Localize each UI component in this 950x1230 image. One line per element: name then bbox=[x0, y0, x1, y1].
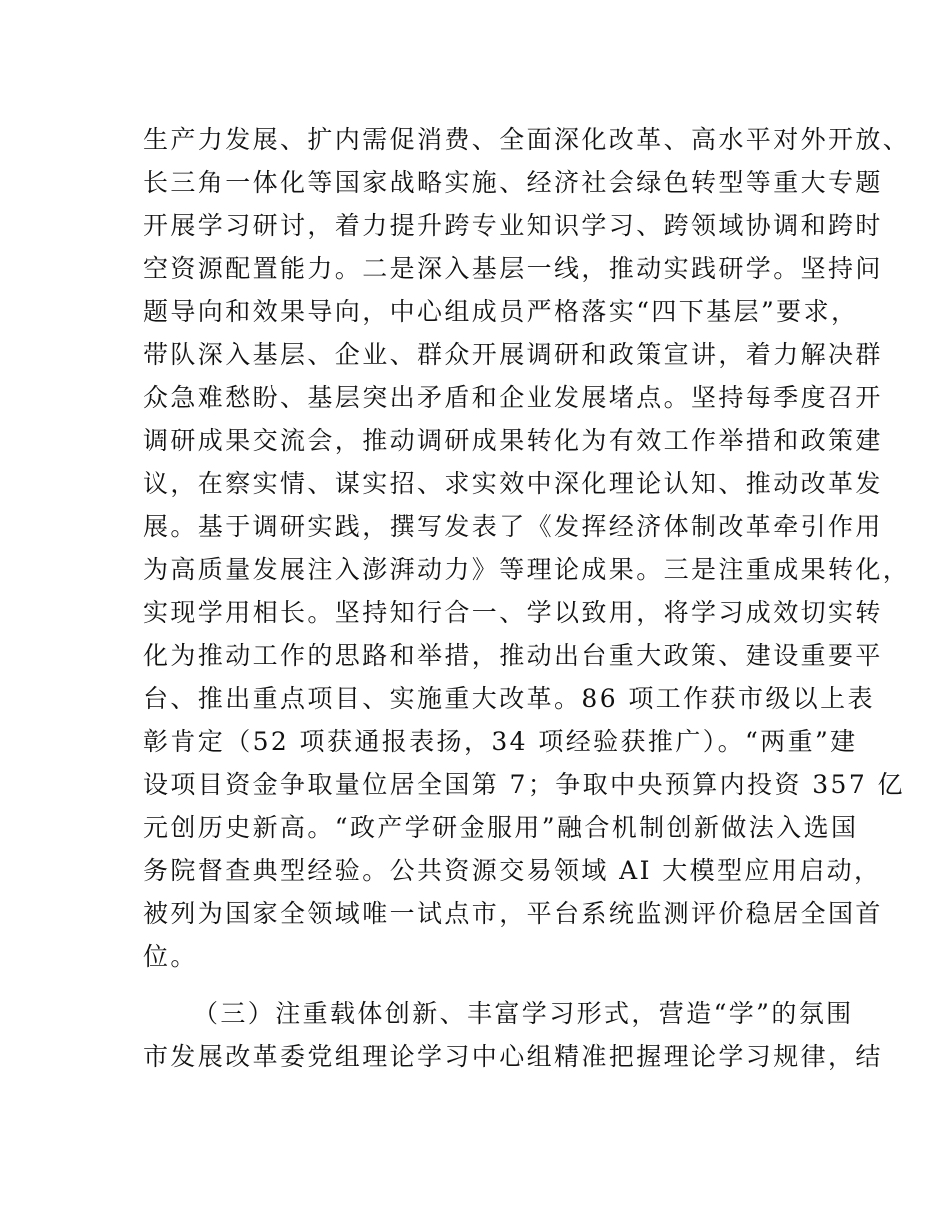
text-line: 被列为国家全领域唯一试点市，平台系统监测评价稳居全国首 bbox=[143, 899, 883, 928]
text-line: 带队深入基层、企业、群众开展调研和政策宣讲，着力解决群 bbox=[143, 340, 883, 369]
text-line: 议，在察实情、谋实招、求实效中深化理论认知、推动改革发 bbox=[143, 469, 883, 498]
text-line: 众急难愁盼、基层突出矛盾和企业发展堵点。坚持每季度召开 bbox=[143, 383, 883, 412]
text-line: 台、推出重点项目、实施重大改革。86 项工作获市级以上表 bbox=[143, 684, 875, 713]
text-line: 彰肯定（52 项获通报表扬，34 项经验获推广）。“两重”建 bbox=[143, 727, 858, 756]
text-line: 生产力发展、扩内需促消费、全面深化改革、高水平对外开放、 bbox=[143, 125, 911, 154]
text-line: 位。 bbox=[143, 942, 198, 971]
text-line: 长三角一体化等国家战略实施、经济社会绿色转型等重大专题 bbox=[143, 168, 883, 197]
text-line: 实现学用相长。坚持知行合一、学以致用，将学习成效切实转 bbox=[143, 598, 883, 627]
text-line: 化为推动工作的思路和举措，推动出台重大政策、建设重要平 bbox=[143, 641, 883, 670]
text-line: 调研成果交流会，推动调研成果转化为有效工作举措和政策建 bbox=[143, 426, 883, 455]
text-line: 市发展改革委党组理论学习中心组精准把握理论学习规律，结 bbox=[143, 1042, 883, 1071]
text-line: 元创历史新高。“政产学研金服用”融合机制创新做法入选国 bbox=[143, 813, 859, 842]
text-line: 开展学习研讨，着力提升跨专业知识学习、跨领域协调和跨时 bbox=[143, 211, 883, 240]
text-line: 展。基于调研实践，撰写发表了《发挥经济体制改革牵引作用 bbox=[143, 512, 883, 541]
text-line: 题导向和效果导向，中心组成员严格落实“四下基层”要求， bbox=[143, 297, 859, 326]
text-line: 务院督查典型经验。公共资源交易领域 AI 大模型应用启动， bbox=[143, 856, 882, 885]
text-line: 空资源配置能力。二是深入基层一线，推动实践研学。坚持问 bbox=[143, 254, 883, 283]
section-heading: （三）注重载体创新、丰富学习形式，营造“学”的氛围 bbox=[193, 999, 854, 1028]
text-line: 设项目资金争取量位居全国第 7；争取中央预算内投资 357 亿 bbox=[143, 770, 905, 799]
text-line: 为高质量发展注入澎湃动力》等理论成果。三是注重成果转化， bbox=[143, 555, 911, 584]
